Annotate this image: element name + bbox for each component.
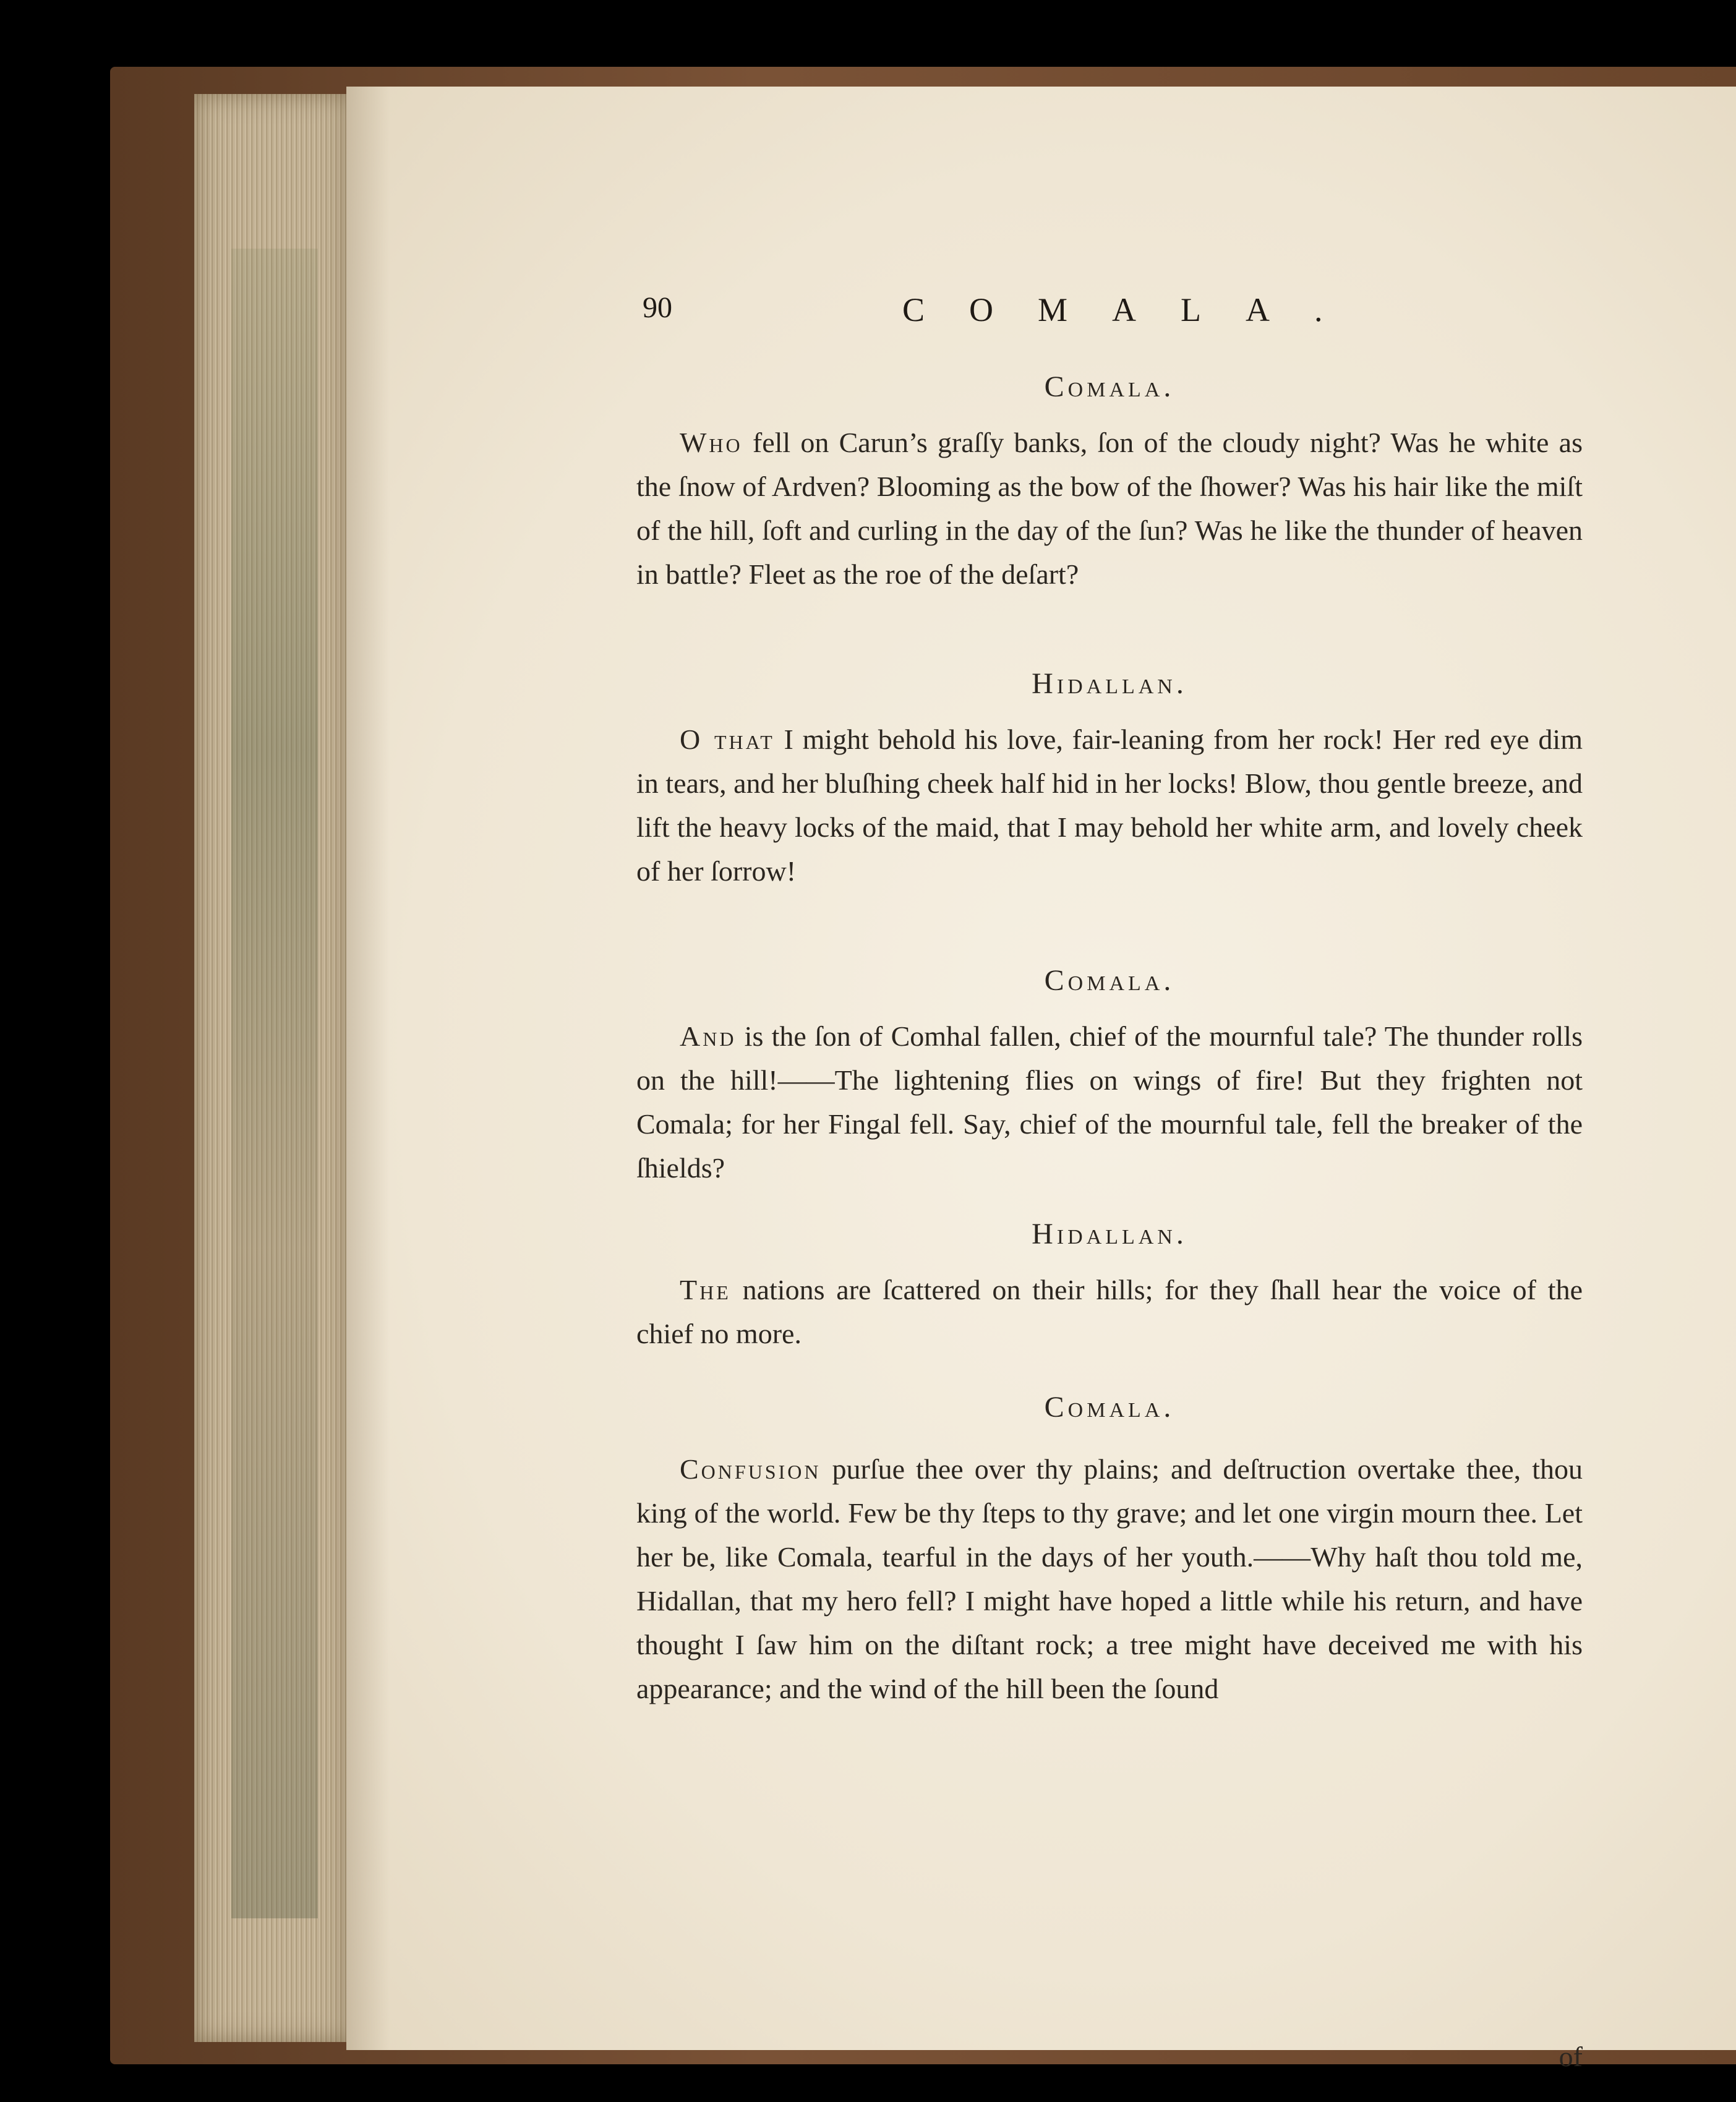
paragraph-text: fell on Carun’s graſſy banks, ſon of the cloudy night? Was he white as the ſnow of Ardven? Blooming as the bow of the ſhower? Was his hair like the miſt of the hill, ſoft and curling in the day of the ſun? Was he like the thunder of heaven in battle? Fleet as the roe of the deſart? bbox=[636, 427, 1583, 590]
speech-paragraph bbox=[636, 1447, 1583, 1711]
speech-paragraph bbox=[636, 421, 1583, 596]
paragraph-text: is the ſon of Comhal fallen, chief of the mournful tale? The thunder rolls on the hill!——The lightening flies on wings of fire! But they frighten not Comala; for her Fingal fell. Say, chief of the mournful tale, fell the breaker of the ſhields? bbox=[636, 1020, 1583, 1184]
running-title: COMALA. bbox=[902, 291, 1367, 328]
page-number: 90 bbox=[643, 291, 672, 324]
catchword: of bbox=[1559, 2041, 1583, 2072]
speaker-heading: Hidallan. bbox=[1032, 1218, 1187, 1250]
speaker-heading: Comala. bbox=[1044, 964, 1175, 997]
speaker-heading: Comala. bbox=[1044, 370, 1175, 403]
running-head bbox=[643, 291, 1576, 340]
speech-paragraph bbox=[636, 717, 1583, 893]
paragraph-text: purſue thee over thy plains; and deſtruction overtake thee, thou king of the world. Few be thy ſteps to thy grave; and let one virgin mourn thee. Let her be, like Comala, tearful in the days of her youth.——Why haſt thou told me, Hidallan, that my hero fell? I might have hoped a little while his return, and have thought I ſaw him on the diſtant rock; a tree might have deceived me with his appearance; and the wind of the hill been the ſound bbox=[636, 1453, 1583, 1704]
paragraph-text: I might behold his love, fair-leaning from her rock! Her red eye dim in tears, and her bluſhing cheek half hid in her locks! Blow, thou gentle breeze, and lift the heavy locks of the maid, that I may behold her white arm, and lovely cheek of her ſorrow! bbox=[636, 724, 1583, 887]
speech-paragraph bbox=[636, 1014, 1583, 1190]
page-edges bbox=[194, 94, 349, 2042]
lead-words: And bbox=[680, 1020, 737, 1052]
speaker-heading: Hidallan. bbox=[1032, 667, 1187, 700]
lead-words: The bbox=[680, 1274, 731, 1305]
lead-words: Who bbox=[680, 427, 743, 458]
lead-words: Confusion bbox=[680, 1453, 821, 1485]
speaker-heading: Comala. bbox=[1044, 1391, 1175, 1424]
paragraph-text: nations are ſcattered on their hills; for they ſhall hear the voice of the chief no more. bbox=[636, 1274, 1583, 1349]
lead-words: O that bbox=[680, 724, 775, 755]
speech-paragraph bbox=[636, 1268, 1583, 1356]
